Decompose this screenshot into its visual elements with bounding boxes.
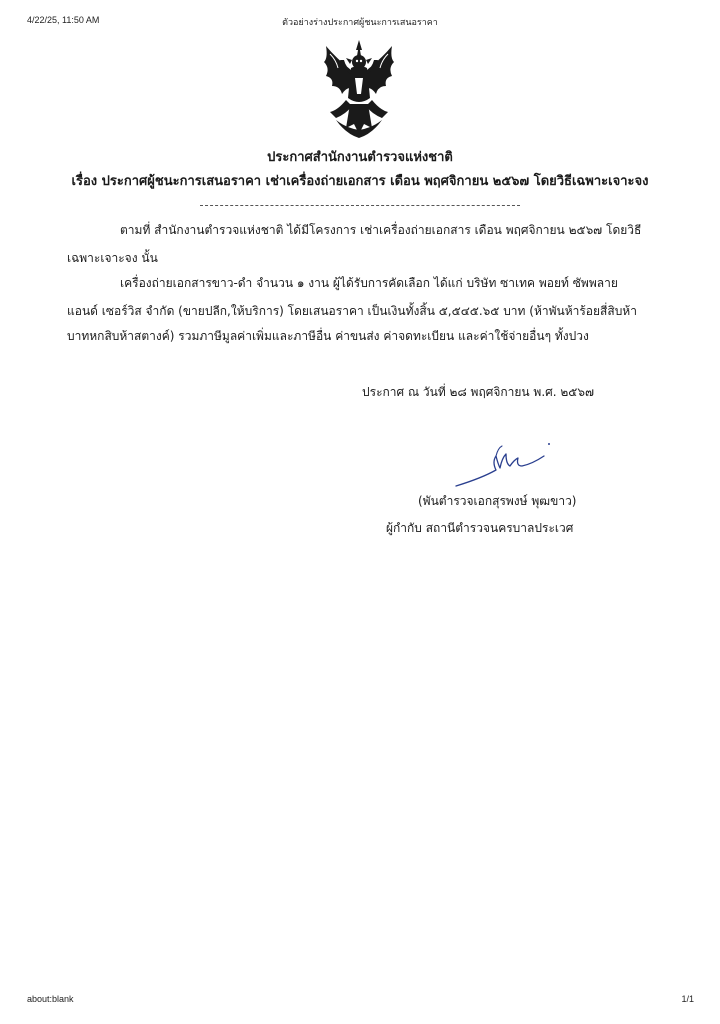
print-page-count: 1/1	[681, 994, 694, 1004]
handwritten-signature	[452, 442, 554, 488]
para2-line3: บาทหกสิบห้าสตางค์) รวมภาษีมูลค่าเพิ่มและภาษีอื่น ค่าขนส่ง ค่าจดทะเบียน และค่าใช้จ่ายอื่นๆ ทั้งปวง	[67, 329, 589, 343]
print-datetime: 4/22/25, 11:50 AM	[27, 15, 100, 25]
document-title: ประกาศสำนักงานตำรวจแห่งชาติ	[267, 150, 453, 165]
garuda-emblem-icon	[316, 38, 402, 140]
separator-line	[200, 205, 520, 206]
para1-line1: ตามที่ สำนักงานตำรวจแห่งชาติ ได้มีโครงการ เช่าเครื่องถ่ายเอกสาร เดือน พฤศจิกายน ๒๕๖๗ โดยวิธี	[120, 223, 642, 237]
para1-line2: เฉพาะเจาะจง นั้น	[67, 251, 158, 265]
signer-name: (พันตำรวจเอกสุรพงษ์ พุฒขาว)	[418, 494, 577, 508]
document-subject: เรื่อง ประกาศผู้ชนะการเสนอราคา เช่าเครื่องถ่ายเอกสาร เดือน พฤศจิกายน ๒๕๖๗ โดยวิธีเฉพาะเจาะจง	[71, 174, 649, 189]
para2-line2: แอนด์ เซอร์วิส จำกัด (ขายปลีก,ให้บริการ) โดยเสนอราคา เป็นเงินทั้งสิ้น ๕,๕๔๕.๖๕ บาท (ห้าพันห้าร้อยสี่สิบห้า	[67, 304, 637, 318]
print-url: about:blank	[27, 994, 74, 1004]
announcement-date: ประกาศ ณ วันที่ ๒๘ พฤศจิกายน พ.ศ. ๒๕๖๗	[362, 385, 595, 399]
print-page-title: ตัวอย่างร่างประกาศผู้ชนะการเสนอราคา	[282, 17, 438, 27]
signer-position: ผู้กำกับ สถานีตำรวจนครบาลประเวศ	[386, 521, 574, 535]
para2-line1: เครื่องถ่ายเอกสารขาว-ดำ จำนวน ๑ งาน ผู้ได้รับการคัดเลือก ได้แก่ บริษัท ซาเทค พอยท์ ซัพพลาย	[120, 276, 618, 290]
